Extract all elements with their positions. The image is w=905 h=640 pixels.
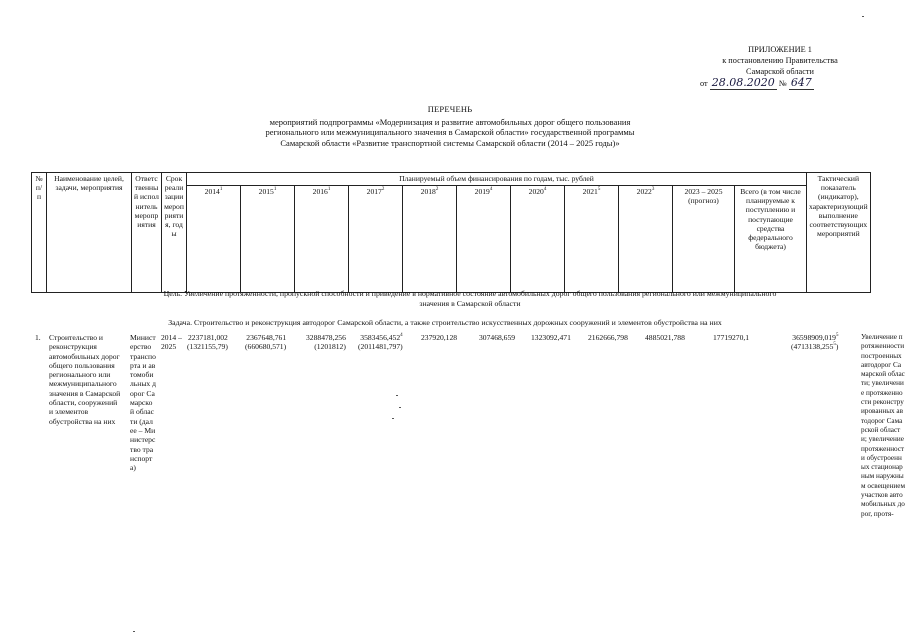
scan-speck	[392, 418, 394, 419]
document-subtitle-line-3: Самарской области «Развитие транспортной системы Самарской области (2014 – 2025 годы)»	[280, 137, 620, 148]
row-number: 1.	[35, 333, 41, 342]
number-prefix: №	[778, 79, 787, 88]
row-indicator: Увеличение протяженности построенных автодорог Самарской области; увеличение протяженности реконструированных автодорог Самарской области; увеличение протяженности обустроенных стационарным наружным освещением участков автомобильных дорог, протя-	[861, 333, 905, 518]
row-value-2018: 237920,128	[421, 333, 458, 342]
date-prefix: от	[700, 79, 708, 88]
row-executor: Министерство транспорта и автомобильных дорог Самарской области (далее – Министерство транспорта)	[130, 333, 156, 473]
scan-speck	[133, 631, 135, 632]
header-year-2021: 2021$^5$	[565, 186, 619, 293]
header-number: № п/п	[32, 173, 47, 293]
financing-table-header	[31, 172, 871, 293]
row-value-2022: 4885021,788	[645, 333, 685, 342]
row-value-forecast: 17719270,1	[713, 333, 750, 342]
header-year-2022: 2022$^3$	[619, 186, 673, 293]
header-term: Срок реализации мероприятия, годы	[162, 173, 187, 293]
appendix-line-2: Самарской области	[746, 67, 814, 76]
row-value-2019: 307468,659	[479, 333, 516, 342]
row-value-2020: 1323092,471	[531, 333, 571, 342]
scan-speck	[862, 16, 864, 17]
header-indicator: Тактический показатель (индикатор), характеризующий выполнение соответствующих мероприятий	[807, 173, 871, 293]
goal-text: Цель. Увеличение протяженности, пропускной способности и приведение в нормативное состояние автомобильных дорог общего пользования регионального или межмуниципального значения в Самарской области	[163, 289, 777, 308]
document-subtitle-line-1: мероприятий подпрограммы «Модернизация и развитие автомобильных дорог общего пользования	[269, 116, 631, 127]
row-name: Строительство и реконструкция автомобильных дорог общего пользования регионального или межмуниципального значения в Самарской области, сооружений и элементов обустройства на них	[49, 333, 121, 426]
table-row	[31, 333, 905, 638]
row-value-2016: 3288478,256 (1201812)	[306, 333, 346, 352]
header-year-2018: 2018$^2$	[403, 186, 457, 293]
header-year-2017: 2017$^2$	[349, 186, 403, 293]
document-subtitle-line-2: регионального или межмуниципального значения в Самарской области» государственной программы	[265, 127, 635, 137]
header-year-2020: 2020$^4$	[511, 186, 565, 293]
scan-speck	[396, 395, 398, 396]
row-term: 2014 – 2025	[161, 333, 182, 352]
header-year-2014: 2014$^1$	[187, 186, 241, 293]
appendix-line-1: к постановлению Правительства	[722, 56, 838, 65]
document-heading: ПЕРЕЧЕНЬ	[427, 104, 473, 114]
appendix-block	[700, 44, 860, 89]
task-text: Задача. Строительство и реконструкция автодорог Самарской области, а также строительство искусственных дорожных сооружений и элементов обустройства на них	[168, 318, 722, 327]
row-value-2017: 3583456,452$^4$ (2011481,797)	[358, 333, 403, 352]
row-value-2014: 2237181,002 (1321155,79)	[187, 333, 228, 352]
row-value-total: 36598909,019$^5$ (4713138,255$^5$)	[791, 333, 839, 352]
document-title-block	[190, 104, 710, 148]
scan-speck	[399, 407, 401, 408]
header-year-2015: 2015$^1$	[241, 186, 295, 293]
header-total: Всего (в том числе планируемые к поступлению и поступающие средства федерального бюджета)	[735, 186, 807, 293]
header-year-2019: 2019$^4$	[457, 186, 511, 293]
header-financing-group: Планируемый объем финансирования по годам, тыс. рублей	[187, 173, 807, 186]
appendix-title: ПРИЛОЖЕНИЕ 1	[748, 45, 812, 54]
header-name: Наименование целей, задачи, мероприятия	[47, 173, 132, 293]
header-executor: Ответственный исполнитель мероприятия	[132, 173, 162, 293]
header-forecast: 2023 – 2025 (прогноз)	[673, 186, 735, 293]
row-value-2021: 2162666,798	[588, 333, 628, 342]
appendix-date-line	[700, 77, 860, 89]
handwritten-date: 28.08.2020	[711, 76, 775, 89]
row-value-2015: 2367648,761 (660680,571)	[245, 333, 287, 352]
header-year-2016: 2016$^1$	[295, 186, 349, 293]
handwritten-number: 647	[790, 76, 812, 89]
